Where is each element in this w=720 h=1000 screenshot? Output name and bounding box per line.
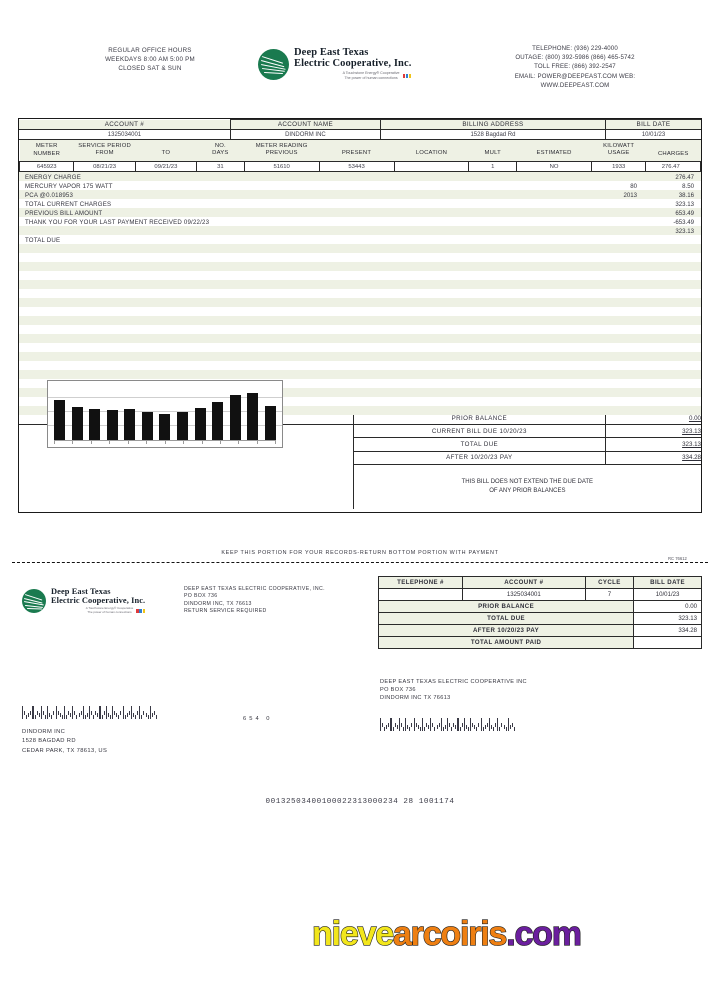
chart-bar [124,409,135,440]
barcode-bar [47,706,48,719]
barcode-bar [451,727,452,731]
barcode-bar [74,711,75,715]
account-summary-table [19,119,701,140]
barcode-bar [439,723,440,727]
company-logo-header [258,48,411,80]
barcode-bar [466,725,467,730]
chart-bar [54,400,65,440]
barcode-bar [131,706,132,719]
keep-portion-note: KEEP THIS PORTION FOR YOUR RECORDS-RETURN BOTTOM PORTION WITH PAYMENT [221,550,499,556]
barcode-bar [104,711,105,715]
remit-col-cycle: CYCLE [585,577,633,589]
barcode-bar [424,727,425,731]
watermark-logo [312,915,581,954]
customer-sequence-number: 654 0 [243,716,273,722]
charge-label-total-due: TOTAL DUE [25,236,61,244]
barcode-bar [437,725,438,730]
balance-note-line-1: THIS BILL DOES NOT EXTEND THE DUE DATE [461,479,594,486]
barcode-bar [384,727,385,731]
barcode-bar [453,723,454,727]
bill-detail-panel [18,118,702,513]
balance-label-0: PRIOR BALANCE [353,413,605,425]
col-account-number: ACCOUNT # [19,120,230,130]
chart-tick [109,440,110,444]
chart-tick [257,440,258,444]
remit-header-row [379,577,702,589]
barcode-bar [53,711,54,715]
barcode-bar [403,727,404,731]
cust-addr-line-2: 1528 BAGDAD RD [22,738,76,745]
touchstone-tagline-stub [51,607,145,615]
barcode-bar [28,713,29,718]
remit-col-account: ACCOUNT # [462,577,585,589]
meter-value-previous: 51610 [244,162,319,172]
logo-line-1: Deep East Texas [294,47,369,58]
barcode-bar [150,706,151,719]
customer-mailing-address [22,728,107,756]
tagline-line-1: A Touchstone Energy® Cooperative [342,71,400,76]
chart-tick [165,440,166,444]
barcode-bar [420,727,421,731]
meter-value-estimated: NO [517,162,592,172]
barcode-bar [478,723,479,727]
chart-bar [195,408,206,440]
intelligent-mail-barcode-remit [380,718,515,731]
balance-amount-3: 334.28 [606,451,702,464]
barcode-bar [41,706,42,719]
charge-label-3: TOTAL CURRENT CHARGES [25,200,112,208]
contact-outage: OUTAGE: (800) 392-5986 (866) 465-5742 [515,54,635,62]
watermark-part-1: nieve [312,915,393,953]
barcode-bar [405,718,406,731]
barcode-bar [476,727,477,731]
barcode-bar [26,715,27,719]
contact-info-block [455,44,695,90]
meter-header-row [20,140,701,162]
balance-amount-0: 0.00 [606,413,702,425]
barcode-bar [460,727,461,731]
charge-label-2: PCA @0.018953 [25,191,74,199]
logo-line-1-stub: Deep East Texas [51,587,111,596]
chart-bars [54,386,276,440]
balance-label-3: AFTER 10/20/23 PAY [353,451,605,464]
meter-col-charges: CHARGES [646,140,701,162]
chart-bar [212,402,223,440]
barcode-bar [125,715,126,719]
barcode-bar [143,711,144,715]
barcode-bar [112,706,113,719]
office-hours-line-3: CLOSED SAT & SUN [118,65,182,72]
barcode-bar [99,706,100,719]
barcode-bar [399,718,400,731]
meter-col-from: SERVICE PERIOD FROM [74,140,135,162]
barcode-bar [388,723,389,727]
contact-web: WWW.DEEPEAST.COM [540,81,610,89]
barcode-bar [411,723,412,727]
barcode-bar [401,723,402,727]
barcode-bar [110,715,111,719]
remit-row-prior-balance [379,601,702,613]
cust-addr-line-3: CEDAR PARK, TX 78613, US [22,747,108,754]
barcode-bar [443,727,444,731]
logo-line-2-stub: Electric Cooperative, Inc. [51,595,146,605]
touchstone-swatch-icon [403,74,412,79]
barcode-bar [66,715,67,719]
remit-label-2: AFTER 10/20/23 PAY [379,625,634,637]
chart-bar [72,407,83,440]
contact-telephone: TELEPHONE: (936) 229-4000 [532,45,618,52]
barcode-bar [386,725,387,730]
remit-row-amount-paid [379,637,702,649]
barcode-bar [114,711,115,715]
barcode-bar [485,725,486,730]
barcode-bar [37,711,38,715]
barcode-bar [91,711,92,715]
barcode-bar [447,718,448,731]
meter-reading-table [19,139,701,172]
barcode-bar [416,723,417,727]
meter-value-usage: 1933 [591,162,645,172]
coop-addr-line-4: RETURN SERVICE REQUIRED [184,608,267,615]
remit-amount-1: 323.13 [634,613,702,625]
barcode-bar [407,725,408,730]
remit-value-row [379,589,702,601]
col-billing-address: BILLING ADDRESS [380,120,605,130]
meter-value-location [394,162,469,172]
charge-amount-4: 653.49 [675,209,694,217]
company-logo-stub [22,588,145,615]
barcode-bar [79,713,80,718]
barcode-bar [45,715,46,719]
usage-bar-chart [47,380,283,448]
barcode-bar [422,718,423,731]
barcode-bar [133,713,134,718]
account-value-row [19,130,701,140]
barcode-bar [64,706,65,719]
barcode-bar [426,723,427,727]
cooperative-logo-icon [258,49,289,80]
value-account-number: 1325034001 [19,130,230,140]
chart-tick [238,440,239,444]
barcode-bar [148,715,149,719]
remit-value-account: 1325034001 [462,589,585,601]
chart-ticks [54,440,276,444]
meter-value-charges: 276.47 [646,162,701,172]
charge-amount-6: 323.13 [675,227,694,235]
meter-value-row [20,162,701,172]
intelligent-mail-barcode-customer [22,706,157,719]
col-bill-date: BILL DATE [605,120,701,130]
barcode-bar [449,723,450,727]
barcode-bar [72,706,73,719]
charge-amount-5: -653.49 [673,218,694,226]
perforation-code: RC 76612 [668,556,687,561]
barcode-bar [81,711,82,715]
barcode-bar [97,713,98,718]
barcode-bar [106,706,107,719]
remit-label-1: TOTAL DUE [379,613,634,625]
remit-value-bill-date: 10/01/23 [634,589,702,601]
meter-value-days: 31 [197,162,245,172]
logo-line-2: Electric Cooperative, Inc. [294,57,412,69]
barcode-bar [474,725,475,730]
chart-tick [91,440,92,444]
meter-value-to: 09/21/23 [135,162,196,172]
barcode-bar [434,727,435,731]
watermark-part-3: .com [506,915,581,953]
barcode-bar [95,711,96,715]
chart-bar [177,412,188,440]
chart-bar [107,410,118,440]
barcode-bar [85,715,86,719]
meter-col-days: NO. DAYS [197,140,245,162]
tagline-line-2: The power of human connections [344,75,398,80]
barcode-bar [464,718,465,731]
barcode-bar [380,718,381,731]
barcode-bar [35,715,36,719]
office-hours-block [55,46,245,73]
meter-col-usage: KILOWATT USAGE [591,140,645,162]
remit-col-bill-date: BILL DATE [634,577,702,589]
barcode-bar [501,723,502,727]
barcode-bar [395,723,396,727]
remit-amount-0: 0.00 [634,601,702,613]
barcode-bar [445,725,446,730]
meter-col-number: METER NUMBER [20,140,74,162]
barcode-bar [60,713,61,718]
barcode-bar [510,725,511,730]
remit-value-cycle: 7 [585,589,633,601]
barcode-bar [22,706,23,719]
barcode-bar [62,715,63,719]
perforation-line [12,562,708,563]
barcode-bar [472,723,473,727]
barcode-bar [76,715,77,719]
barcode-bar [51,715,52,719]
barcode-bar [499,727,500,731]
chart-bar [265,406,276,440]
barcode-bar [68,711,69,715]
remit-col-telephone: TELEPHONE # [379,577,463,589]
remit-row-after-due [379,625,702,637]
barcode-bar [393,727,394,731]
tagline-line-1-stub: A Touchstone Energy® Cooperative [85,606,134,611]
charges-zone [19,172,701,412]
remit-amount-paid-input[interactable] [634,637,702,649]
barcode-bar [154,711,155,715]
barcode-bar [489,718,490,731]
remit-addr-line-1: DEEP EAST TEXAS ELECTRIC COOPERATIVE INC [380,679,527,685]
meter-value-number: 645923 [20,162,74,172]
barcode-bar [146,713,147,718]
barcode-bar [139,706,140,719]
barcode-bar [30,711,31,715]
barcode-bar [129,711,130,715]
value-account-name: DINDORM INC [230,130,380,140]
meter-value-present: 53443 [319,162,394,172]
tagline-line-2-stub: The power of human connections [87,609,132,614]
barcode-bar [441,718,442,731]
charge-label-0: ENERGY CHARGE [25,173,81,181]
value-bill-date: 10/01/23 [605,130,701,140]
value-billing-address: 1528 Bagdad Rd [380,130,605,140]
barcode-bar [390,718,391,731]
barcode-bar [118,715,119,719]
meter-value-mult: 1 [469,162,517,172]
barcode-bar [497,718,498,731]
remit-label-3: TOTAL AMOUNT PAID [379,637,634,649]
meter-col-to: TO [135,140,196,162]
meter-col-previous: METER READING PREVIOUS [244,140,319,162]
chart-tick [128,440,129,444]
barcode-bar [87,713,88,718]
charge-mid-2: 2013 [623,191,637,199]
remit-value-telephone [379,589,463,601]
balance-amount-1: 323.13 [606,425,702,438]
contact-email: EMAIL: POWER@DEEPEAST.COM WEB: [514,72,636,80]
barcode-bar [108,713,109,718]
chart-tick [275,440,276,444]
barcode-bar [24,711,25,715]
barcode-bar [491,725,492,730]
chart-tick [183,440,184,444]
barcode-bar [137,711,138,715]
barcode-bar [43,711,44,715]
barcode-bar [382,723,383,727]
balance-amount-2: 323.13 [606,438,702,451]
barcode-bar [152,713,153,718]
touchstone-swatch-icon-stub [136,609,145,614]
chart-bar [89,409,100,440]
remit-amount-2: 334.28 [634,625,702,637]
barcode-bar [141,715,142,719]
barcode-bar [457,718,458,731]
barcode-bar [470,718,471,731]
barcode-bar [102,715,103,719]
barcode-bar [462,723,463,727]
barcode-bar [468,727,469,731]
barcode-bar [428,725,429,730]
coop-addr-line-3: DINDORM INC, TX 76613 [184,600,252,607]
chart-bar [159,414,170,440]
balance-label-1: CURRENT BILL DUE 10/20/23 [353,425,605,438]
chart-tick [146,440,147,444]
barcode-bar [455,725,456,730]
barcode-bar [495,723,496,727]
meter-col-estimated: ESTIMATED [517,140,592,162]
barcode-bar [156,715,157,719]
meter-col-present: PRESENT [319,140,394,162]
barcode-bar [414,718,415,731]
charge-amount-1: 8.50 [682,182,694,190]
barcode-bar [127,713,128,718]
chart-tick [54,440,55,444]
charge-amount-2: 38.16 [678,191,694,199]
office-hours-line-2: WEEKDAYS 8:00 AM 5:00 PM [105,56,195,63]
watermark-part-2: arcoiris [392,915,507,953]
barcode-bar [56,706,57,719]
remit-label-0: PRIOR BALANCE [379,601,634,613]
barcode-bar [83,706,84,719]
barcode-bar [123,706,124,719]
office-hours-line-1: REGULAR OFFICE HOURS [108,47,192,54]
cooperative-return-address [184,586,325,616]
barcode-bar [135,715,136,719]
charge-label-5: THANK YOU FOR YOUR LAST PAYMENT RECEIVED 09/22/23 [25,218,210,226]
barcode-bar [70,713,71,718]
barcode-bar [508,718,509,731]
remit-to-address [380,678,527,703]
barcode-bar [58,711,59,715]
barcode-bar [481,718,482,731]
charge-label-4: PREVIOUS BILL AMOUNT [25,209,103,217]
charge-label-1: MERCURY VAPOR 175 WATT [25,182,113,190]
barcode-bar [514,727,515,731]
cust-addr-line-1: DINDORM INC [22,729,66,735]
barcode-bar [487,723,488,727]
barcode-bar [89,706,90,719]
col-account-name: ACCOUNT NAME [230,120,380,130]
balance-note-line-2: OF ANY PRIOR BALANCES [489,487,566,494]
barcode-bar [506,727,507,731]
charge-amount-0: 276.47 [675,173,694,181]
barcode-bar [93,715,94,719]
barcode-bar [116,713,117,718]
charge-amount-3: 323.13 [675,200,694,208]
barcode-bar [49,713,50,718]
remit-addr-line-2: PO BOX 736 [380,687,416,694]
chart-tick [202,440,203,444]
balance-note [353,464,701,509]
barcode-bar [432,723,433,727]
barcode-bar [120,711,121,715]
chart-bar [247,393,258,440]
barcode-bar [493,727,494,731]
chart-bar [230,395,241,440]
charge-mid-1: 80 [630,182,637,190]
remittance-table [378,576,702,649]
barcode-bar [504,725,505,730]
meter-col-mult: MULT [469,140,517,162]
remit-row-total-due [379,613,702,625]
meter-col-location: LOCATION [394,140,469,162]
meter-value-from: 08/21/23 [74,162,135,172]
barcode-bar [418,725,419,730]
barcode-bar [409,727,410,731]
account-header-row [19,120,701,130]
barcode-bar [32,706,33,719]
barcode-bar [483,727,484,731]
coop-addr-line-2: PO BOX 736 [184,593,218,600]
chart-tick [220,440,221,444]
contact-tollfree: TOLL FREE: (866) 392-2547 [534,63,616,71]
barcode-bar [512,723,513,727]
cooperative-logo-icon-stub [22,589,46,613]
coop-addr-line-1: DEEP EAST TEXAS ELECTRIC COOPERATIVE, INC. [184,586,325,592]
barcode-bar [430,718,431,731]
balance-label-2: TOTAL DUE [353,438,605,451]
remit-addr-line-3: DINDORM INC TX 76613 [380,695,451,702]
ocr-scanline: 00132503400100022313000234 28 1001174 [265,798,455,806]
barcode-bar [39,713,40,718]
chart-bar [142,412,153,440]
barcode-bar [397,725,398,730]
chart-tick [72,440,73,444]
touchstone-tagline [294,71,411,80]
